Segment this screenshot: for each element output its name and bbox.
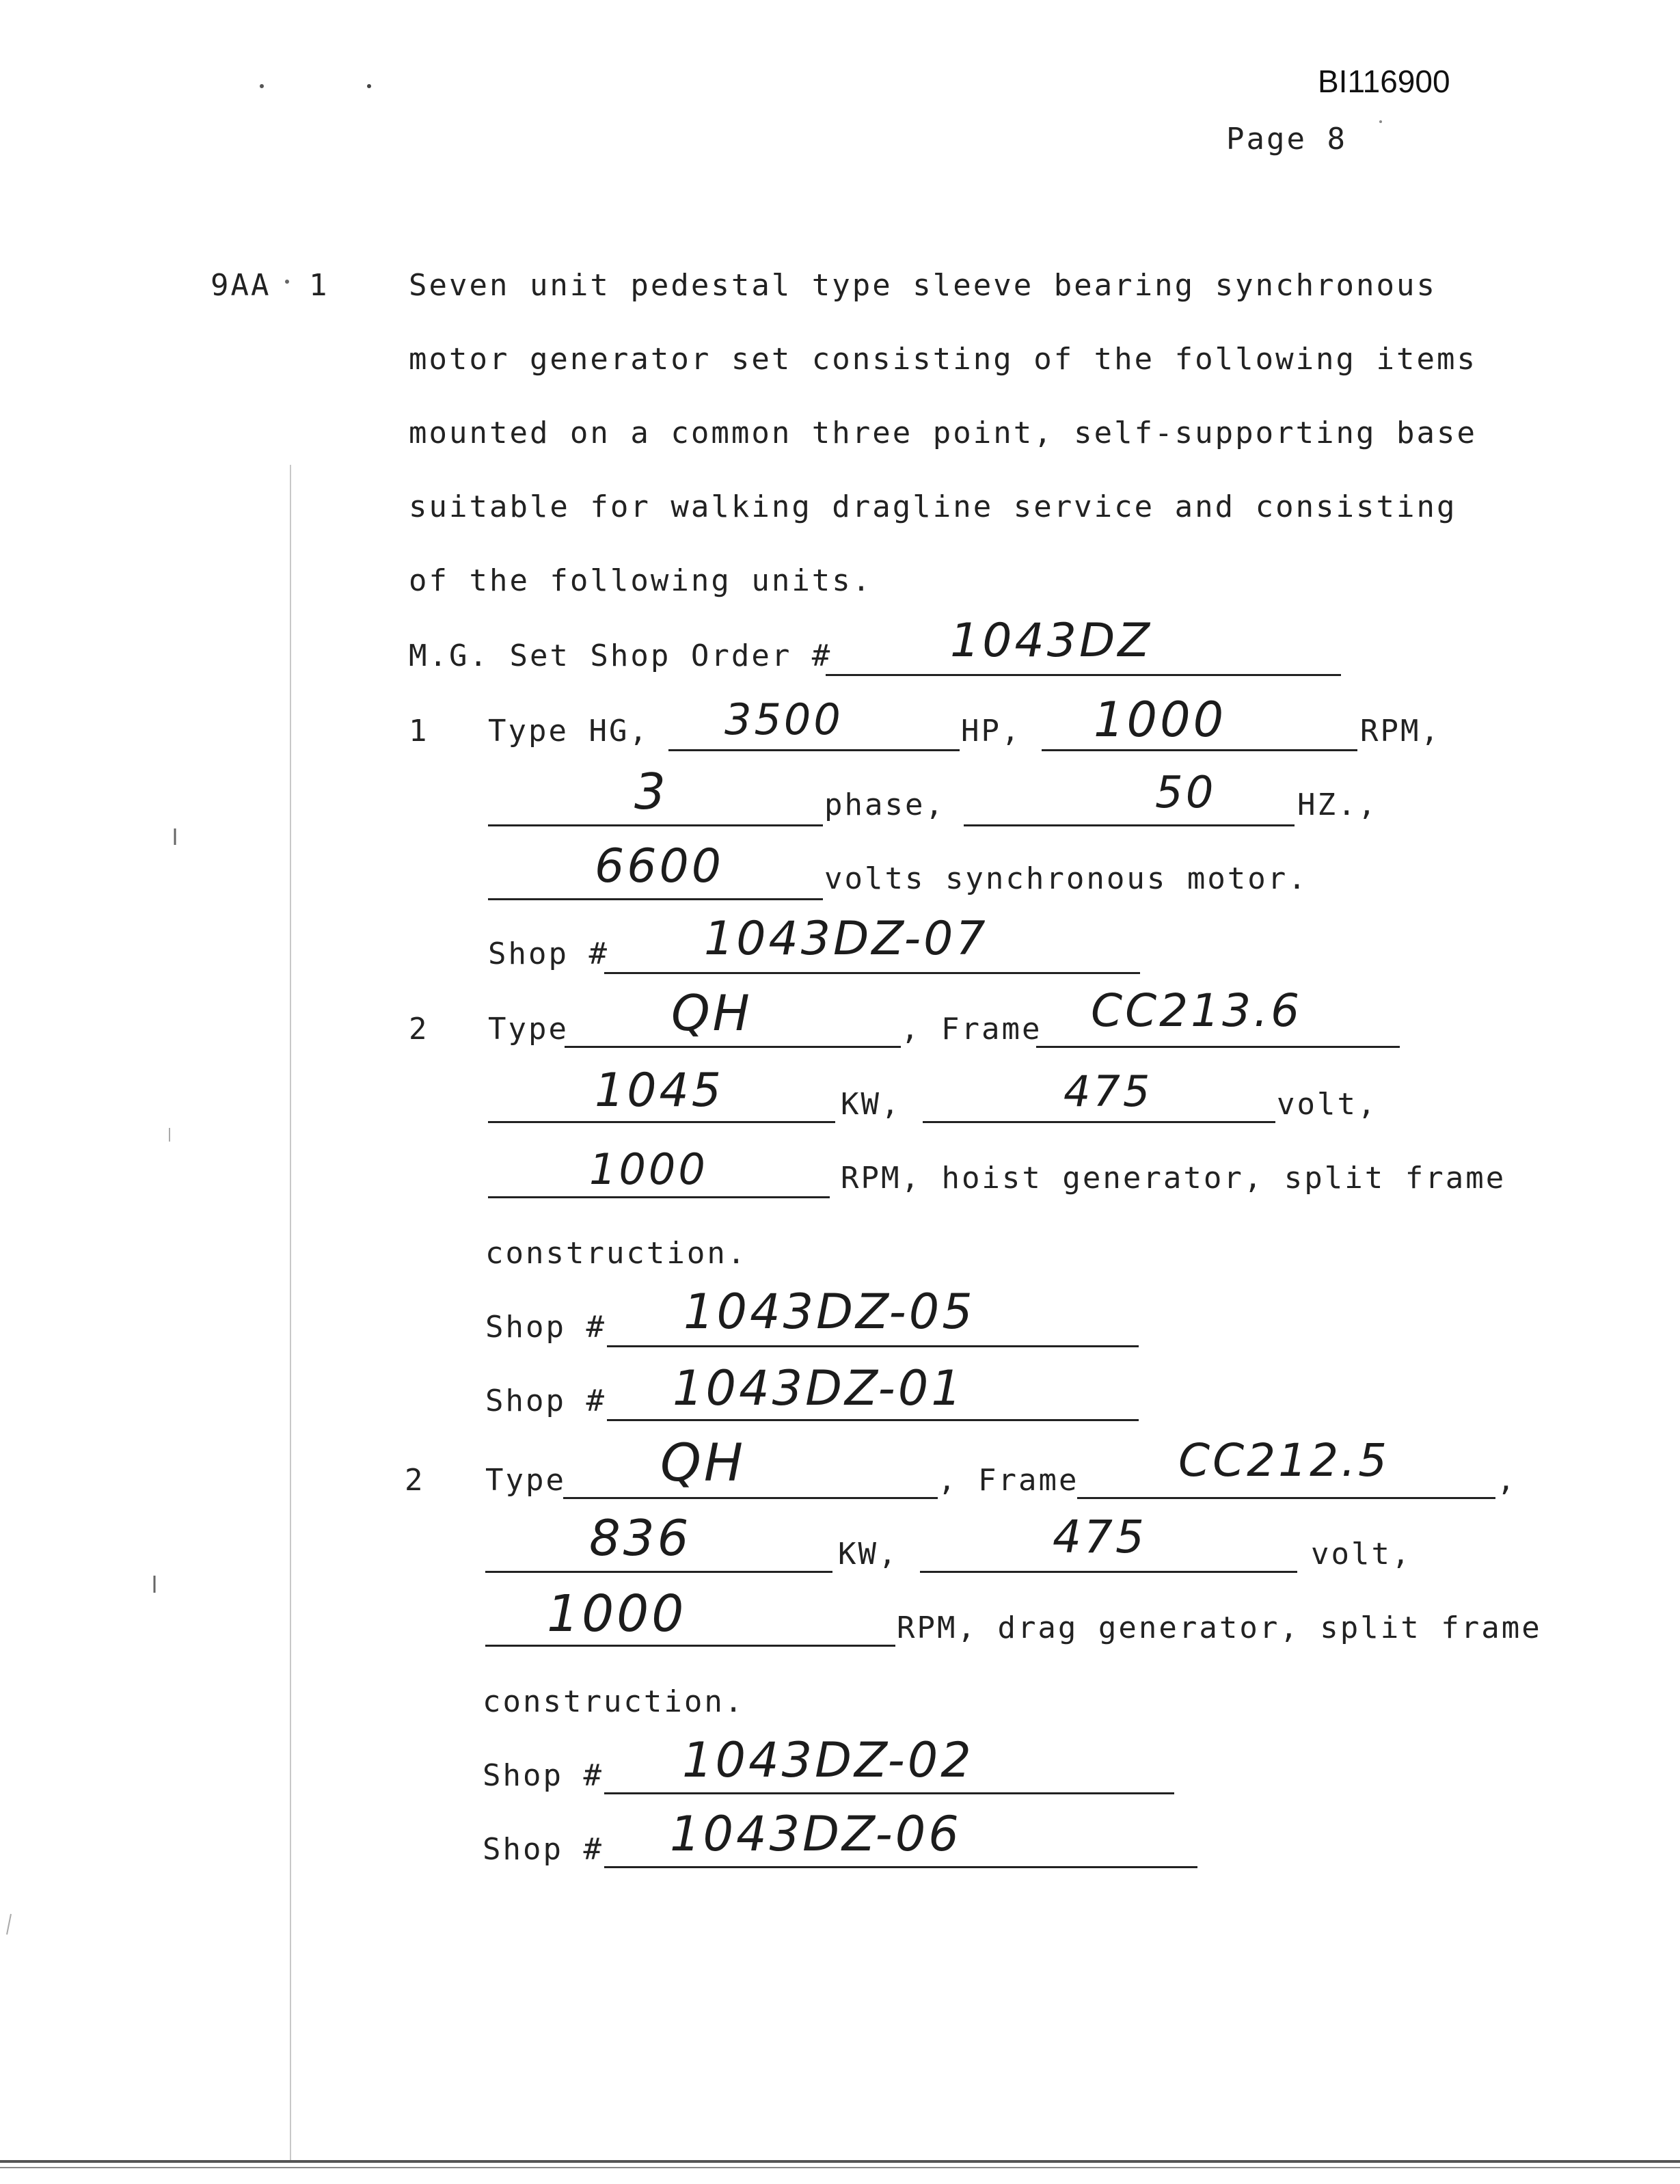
drag-shop-blank xyxy=(604,1792,1174,1794)
volts-value: 6600 xyxy=(595,839,724,893)
margin-line xyxy=(290,465,291,2160)
phase-blank xyxy=(488,824,823,826)
hoist-shop-label: Shop # xyxy=(485,1310,606,1345)
hoist-type-value: QH xyxy=(671,984,753,1042)
document-id: BI116900 xyxy=(1318,64,1450,99)
hoist-kw-blank xyxy=(488,1121,835,1123)
drag-frame-blank xyxy=(1077,1497,1495,1499)
drag-quantity: 2 xyxy=(405,1463,425,1498)
rpm-blank xyxy=(1042,749,1357,751)
hoist-kw-value: 1045 xyxy=(595,1064,724,1118)
phase-value: 3 xyxy=(634,763,668,820)
hoist-type-label: Type xyxy=(488,1012,569,1047)
hoist-construction: construction. xyxy=(485,1236,748,1271)
drag-kw-blank xyxy=(485,1571,832,1573)
hoist-volt-value: 475 xyxy=(1063,1066,1153,1116)
drag-frame-value: CC212.5 xyxy=(1178,1434,1390,1487)
hz-blank xyxy=(964,824,1295,826)
rpm-label: RPM, xyxy=(1360,714,1441,749)
description-line: suitable for walking dragline service and consisting xyxy=(409,489,1457,524)
description-line: Seven unit pedestal type sleeve bearing synchronous xyxy=(409,268,1437,303)
drag-type-blank xyxy=(563,1497,938,1499)
rpm-value: 1000 xyxy=(1094,692,1227,748)
drag-rpm-blank xyxy=(485,1645,895,1647)
drag-shop-label: Shop # xyxy=(483,1832,604,1867)
drag-rpm-label: RPM, drag generator, split frame xyxy=(897,1610,1542,1645)
hp-label: HP, xyxy=(961,714,1022,749)
hoist-volt-label: volt, xyxy=(1277,1087,1378,1122)
volts-label: volts synchronous motor. xyxy=(824,861,1308,896)
item-code: 9AA xyxy=(211,268,271,303)
drag-shop-label: Shop # xyxy=(483,1758,604,1793)
hoist-shop-blank xyxy=(607,1345,1139,1347)
drag-volt-value: 475 xyxy=(1053,1511,1147,1563)
drag-frame-end: , xyxy=(1497,1463,1517,1498)
drag-rpm-value: 1000 xyxy=(547,1585,687,1643)
mg-set-label: M.G. Set Shop Order # xyxy=(409,638,832,673)
hoist-frame-label: , Frame xyxy=(901,1012,1042,1047)
description-line: mounted on a common three point, self-supporting base xyxy=(409,416,1477,450)
drag-shop-value: 1043DZ-02 xyxy=(682,1732,974,1788)
hoist-shop-label: Shop # xyxy=(485,1384,606,1418)
volts-blank xyxy=(488,898,823,900)
phase-label: phase, xyxy=(824,787,945,822)
motor-quantity: 1 xyxy=(409,714,429,749)
hoist-frame-blank xyxy=(1036,1046,1400,1048)
hoist-shop-value: 1043DZ-01 xyxy=(673,1360,964,1416)
drag-frame-label: , Frame xyxy=(938,1463,1079,1498)
drag-kw-value: 836 xyxy=(589,1509,692,1567)
motor-type-label: Type HG, xyxy=(488,714,649,749)
hoist-kw-label: KW, xyxy=(841,1087,902,1122)
drag-kw-label: KW, xyxy=(838,1537,899,1572)
hoist-frame-value: CC213.6 xyxy=(1091,984,1303,1037)
footer-rule xyxy=(0,2167,1680,2168)
drag-shop-value: 1043DZ-06 xyxy=(670,1806,962,1862)
drag-type-label: Type xyxy=(485,1463,566,1498)
drag-construction: construction. xyxy=(483,1684,745,1719)
hoist-rpm-value: 1000 xyxy=(589,1144,708,1194)
motor-shop-label: Shop # xyxy=(488,936,609,971)
motor-shop-blank xyxy=(604,972,1140,974)
drag-volt-blank xyxy=(920,1571,1297,1573)
hp-value: 3500 xyxy=(724,695,843,744)
hoist-volt-blank xyxy=(923,1121,1275,1123)
hoist-type-blank xyxy=(565,1046,901,1048)
drag-type-value: QH xyxy=(660,1432,746,1493)
hoist-rpm-label: RPM, hoist generator, split frame xyxy=(841,1161,1506,1196)
item-quantity: 1 xyxy=(309,268,329,303)
hp-blank xyxy=(668,749,960,751)
hoist-rpm-blank xyxy=(488,1196,830,1198)
footer-rule xyxy=(0,2160,1680,2163)
hoist-shop-blank xyxy=(607,1419,1139,1421)
page-number: Page 8 xyxy=(1226,122,1347,157)
motor-shop-value: 1043DZ-07 xyxy=(704,912,988,966)
hz-label: HZ., xyxy=(1297,787,1378,822)
hoist-shop-value: 1043DZ-05 xyxy=(683,1284,975,1340)
description-line: of the following units. xyxy=(409,563,873,598)
mg-set-blank xyxy=(826,674,1341,676)
drag-shop-blank xyxy=(604,1866,1197,1868)
mg-set-shop-order: 1043DZ xyxy=(950,614,1152,668)
drag-volt-label: volt, xyxy=(1311,1537,1412,1572)
hoist-quantity: 2 xyxy=(409,1012,429,1047)
hz-value: 50 xyxy=(1155,768,1217,818)
description-line: motor generator set consisting of the following items xyxy=(409,342,1477,377)
